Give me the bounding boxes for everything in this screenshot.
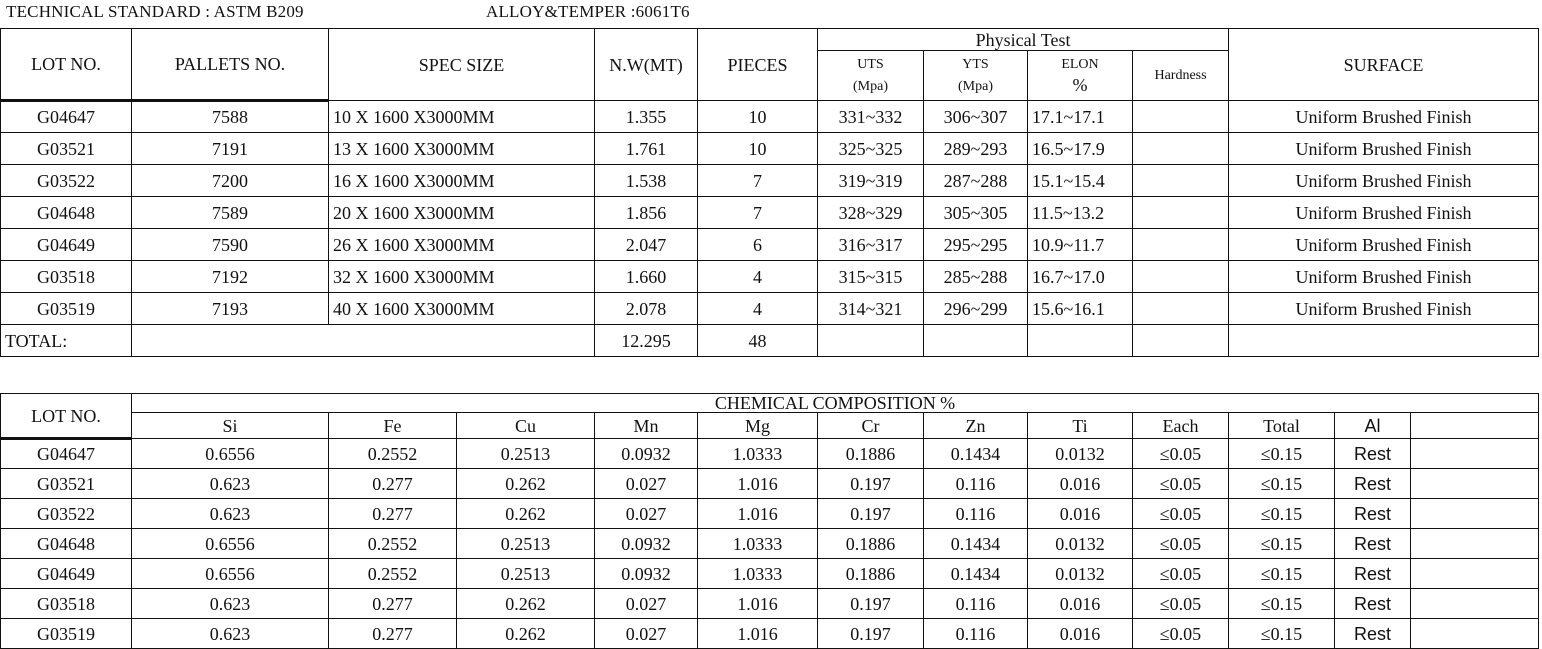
uts-cell: 319~319	[818, 165, 924, 197]
yts-label: YTS	[962, 56, 989, 72]
total-empty-cell	[924, 325, 1028, 357]
net-weight-cell: 1.355	[595, 101, 698, 133]
chem-fe-cell: 0.2552	[329, 559, 457, 589]
chemical-composition-table	[0, 393, 1539, 649]
chem-each-cell: ≤0.05	[1133, 529, 1229, 559]
chem-zn-cell: 0.116	[924, 589, 1028, 619]
pieces-cell: 6	[698, 229, 818, 261]
chem-fe-cell: 0.277	[329, 589, 457, 619]
spec-size-cell: 16 X 1600 X3000MM	[329, 165, 595, 197]
chem-al-cell: Rest	[1335, 589, 1411, 619]
chem-ti-cell: 0.016	[1028, 469, 1133, 499]
chem-ti-cell: 0.016	[1028, 499, 1133, 529]
chem-ti-cell: 0.0132	[1028, 529, 1133, 559]
yts-cell: 285~288	[924, 261, 1028, 293]
lot-no-cell: G04647	[1, 101, 132, 133]
chem-si-cell: 0.623	[132, 589, 329, 619]
pallet-no-cell: 7200	[132, 165, 329, 197]
elon-label: ELON	[1061, 56, 1099, 72]
chem-zn-cell: 0.1434	[924, 559, 1028, 589]
elon-cell: 11.5~13.2	[1028, 197, 1133, 229]
alloy-temper-label: ALLOY&TEMPER :6061T6	[486, 2, 690, 21]
chem-lot-no-cell: G03518	[1, 589, 132, 619]
chem-zn-cell: 0.116	[924, 499, 1028, 529]
chem-zn-cell: 0.1434	[924, 439, 1028, 469]
chem-empty-cell	[1411, 499, 1539, 529]
chem-zn-cell: 0.116	[924, 469, 1028, 499]
chem-col-si: Si	[132, 413, 329, 439]
pieces-cell: 7	[698, 197, 818, 229]
chem-total-cell: ≤0.15	[1229, 589, 1335, 619]
chem-ti-cell: 0.016	[1028, 619, 1133, 649]
spec-size-cell: 20 X 1600 X3000MM	[329, 197, 595, 229]
chem-mg-cell: 1.0333	[698, 439, 818, 469]
net-weight-cell: 2.078	[595, 293, 698, 325]
chem-si-cell: 0.6556	[132, 529, 329, 559]
chem-al-cell: Rest	[1335, 469, 1411, 499]
total-label: TOTAL:	[1, 325, 132, 357]
uts-cell: 325~325	[818, 133, 924, 165]
yts-cell: 289~293	[924, 133, 1028, 165]
chem-cu-cell: 0.2513	[457, 559, 595, 589]
lot-no-cell: G04648	[1, 197, 132, 229]
col-hardness: Hardness	[1133, 51, 1229, 101]
elon-cell: 15.6~16.1	[1028, 293, 1133, 325]
chem-fe-cell: 0.277	[329, 499, 457, 529]
col-lot-no: LOT NO.	[1, 29, 132, 101]
elon-unit: %	[1072, 74, 1088, 95]
chem-lot-no-cell: G03521	[1, 469, 132, 499]
chem-cr-cell: 0.1886	[818, 559, 924, 589]
chem-si-cell: 0.623	[132, 499, 329, 529]
chem-cu-cell: 0.262	[457, 499, 595, 529]
spec-size-cell: 32 X 1600 X3000MM	[329, 261, 595, 293]
chem-lot-no-cell: G03519	[1, 619, 132, 649]
table-row	[1, 133, 1539, 165]
yts-cell: 296~299	[924, 293, 1028, 325]
uts-cell: 316~317	[818, 229, 924, 261]
hardness-cell	[1133, 197, 1229, 229]
yts-cell: 287~288	[924, 165, 1028, 197]
chem-empty-cell	[1411, 439, 1539, 469]
chem-total-cell: ≤0.15	[1229, 439, 1335, 469]
pieces-cell: 7	[698, 165, 818, 197]
pieces-cell: 4	[698, 261, 818, 293]
chem-cu-cell: 0.2513	[457, 529, 595, 559]
chem-fe-cell: 0.2552	[329, 439, 457, 469]
chem-al-cell: Rest	[1335, 439, 1411, 469]
pallet-no-cell: 7193	[132, 293, 329, 325]
chem-cr-cell: 0.197	[818, 619, 924, 649]
chem-total-cell: ≤0.15	[1229, 469, 1335, 499]
col-surface: SURFACE	[1229, 29, 1539, 101]
chem-mg-cell: 1.016	[698, 499, 818, 529]
chem-col-al: Al	[1335, 413, 1411, 439]
total-empty-cell	[132, 325, 595, 357]
chem-col-cu: Cu	[457, 413, 595, 439]
chem-fe-cell: 0.277	[329, 619, 457, 649]
pieces-cell: 10	[698, 133, 818, 165]
net-weight-cell: 2.047	[595, 229, 698, 261]
chem-ti-cell: 0.016	[1028, 589, 1133, 619]
lot-no-cell: G03521	[1, 133, 132, 165]
chem-cr-cell: 0.197	[818, 499, 924, 529]
chem-ti-cell: 0.0132	[1028, 559, 1133, 589]
net-weight-cell: 1.761	[595, 133, 698, 165]
chem-cr-cell: 0.1886	[818, 529, 924, 559]
table-row	[1, 165, 1539, 197]
surface-cell: Uniform Brushed Finish	[1229, 293, 1539, 325]
spec-size-cell: 10 X 1600 X3000MM	[329, 101, 595, 133]
uts-cell: 328~329	[818, 197, 924, 229]
yts-cell: 295~295	[924, 229, 1028, 261]
chem-fe-cell: 0.277	[329, 469, 457, 499]
chem-mn-cell: 0.0932	[595, 529, 698, 559]
chem-lot-no-cell: G04649	[1, 559, 132, 589]
elon-cell: 17.1~17.1	[1028, 101, 1133, 133]
chemical-composition-title: CHEMICAL COMPOSITION %	[132, 394, 1539, 413]
surface-cell: Uniform Brushed Finish	[1229, 261, 1539, 293]
elon-cell: 10.9~11.7	[1028, 229, 1133, 261]
chem-mn-cell: 0.0932	[595, 439, 698, 469]
chem-zn-cell: 0.116	[924, 619, 1028, 649]
chem-row	[1, 619, 1539, 649]
total-empty-cell	[1229, 325, 1539, 357]
chem-mn-cell: 0.0932	[595, 559, 698, 589]
pallet-no-cell: 7192	[132, 261, 329, 293]
table-row	[1, 229, 1539, 261]
surface-cell: Uniform Brushed Finish	[1229, 197, 1539, 229]
chem-fe-cell: 0.2552	[329, 529, 457, 559]
chem-mg-cell: 1.0333	[698, 529, 818, 559]
chem-empty-cell	[1411, 589, 1539, 619]
col-physical-test: Physical Test	[818, 29, 1229, 51]
chem-cr-cell: 0.197	[818, 589, 924, 619]
chem-col-ti: Ti	[1028, 413, 1133, 439]
chem-each-cell: ≤0.05	[1133, 589, 1229, 619]
chem-al-cell: Rest	[1335, 619, 1411, 649]
chem-lot-no-cell: G04648	[1, 529, 132, 559]
chem-row	[1, 469, 1539, 499]
col-net-weight: N.W(MT)	[595, 29, 698, 101]
chem-col-zn: Zn	[924, 413, 1028, 439]
chem-empty-cell	[1411, 469, 1539, 499]
chem-total-cell: ≤0.15	[1229, 619, 1335, 649]
chem-each-cell: ≤0.05	[1133, 499, 1229, 529]
chem-col-fe: Fe	[329, 413, 457, 439]
table-row	[1, 261, 1539, 293]
chem-cr-cell: 0.1886	[818, 439, 924, 469]
total-pieces: 48	[698, 325, 818, 357]
chem-each-cell: ≤0.05	[1133, 619, 1229, 649]
chem-col-mg: Mg	[698, 413, 818, 439]
elon-cell: 16.5~17.9	[1028, 133, 1133, 165]
chem-al-cell: Rest	[1335, 499, 1411, 529]
chem-row	[1, 559, 1539, 589]
chem-mg-cell: 1.0333	[698, 559, 818, 589]
surface-cell: Uniform Brushed Finish	[1229, 229, 1539, 261]
col-uts	[818, 51, 924, 101]
elon-cell: 16.7~17.0	[1028, 261, 1133, 293]
hardness-cell	[1133, 293, 1229, 325]
col-spec-size: SPEC SIZE	[329, 29, 595, 101]
chem-si-cell: 0.623	[132, 619, 329, 649]
total-row	[1, 325, 1539, 357]
spec-size-cell: 26 X 1600 X3000MM	[329, 229, 595, 261]
pallet-no-cell: 7590	[132, 229, 329, 261]
spec-size-cell: 13 X 1600 X3000MM	[329, 133, 595, 165]
chem-total-cell: ≤0.15	[1229, 499, 1335, 529]
table-row	[1, 197, 1539, 229]
chem-col-mn: Mn	[595, 413, 698, 439]
hardness-cell	[1133, 165, 1229, 197]
chem-mg-cell: 1.016	[698, 469, 818, 499]
physical-test-table	[0, 28, 1539, 357]
lot-no-cell: G03522	[1, 165, 132, 197]
chem-empty-cell	[1411, 559, 1539, 589]
hardness-cell	[1133, 261, 1229, 293]
lot-no-cell: G03519	[1, 293, 132, 325]
chem-mn-cell: 0.027	[595, 499, 698, 529]
net-weight-cell: 1.660	[595, 261, 698, 293]
yts-cell: 306~307	[924, 101, 1028, 133]
hardness-cell	[1133, 133, 1229, 165]
chem-zn-cell: 0.1434	[924, 529, 1028, 559]
pieces-cell: 4	[698, 293, 818, 325]
chem-ti-cell: 0.0132	[1028, 439, 1133, 469]
lot-no-cell: G04649	[1, 229, 132, 261]
chem-mg-cell: 1.016	[698, 619, 818, 649]
uts-cell: 315~315	[818, 261, 924, 293]
chem-total-cell: ≤0.15	[1229, 559, 1335, 589]
total-empty-cell	[1133, 325, 1229, 357]
surface-cell: Uniform Brushed Finish	[1229, 133, 1539, 165]
chem-al-cell: Rest	[1335, 559, 1411, 589]
chem-each-cell: ≤0.05	[1133, 439, 1229, 469]
table-row	[1, 101, 1539, 133]
technical-standard-label: TECHNICAL STANDARD : ASTM B209	[6, 2, 304, 21]
chem-each-cell: ≤0.05	[1133, 469, 1229, 499]
table-row	[1, 293, 1539, 325]
chem-lot-no-cell: G03522	[1, 499, 132, 529]
total-empty-cell	[818, 325, 924, 357]
chem-cu-cell: 0.2513	[457, 439, 595, 469]
pieces-cell: 10	[698, 101, 818, 133]
chem-mn-cell: 0.027	[595, 589, 698, 619]
lot-no-cell: G03518	[1, 261, 132, 293]
uts-cell: 331~332	[818, 101, 924, 133]
pallet-no-cell: 7588	[132, 101, 329, 133]
chem-cu-cell: 0.262	[457, 589, 595, 619]
chem-cu-cell: 0.262	[457, 469, 595, 499]
elon-cell: 15.1~15.4	[1028, 165, 1133, 197]
chem-si-cell: 0.6556	[132, 439, 329, 469]
chem-col-each: Each	[1133, 413, 1229, 439]
col-pallets-no: PALLETS NO.	[132, 29, 329, 101]
chem-total-cell: ≤0.15	[1229, 529, 1335, 559]
chem-cr-cell: 0.197	[818, 469, 924, 499]
surface-cell: Uniform Brushed Finish	[1229, 101, 1539, 133]
pallet-no-cell: 7191	[132, 133, 329, 165]
uts-label: UTS	[857, 56, 884, 72]
yts-cell: 305~305	[924, 197, 1028, 229]
col-yts	[924, 51, 1028, 101]
surface-cell: Uniform Brushed Finish	[1229, 165, 1539, 197]
hardness-cell	[1133, 101, 1229, 133]
chem-row	[1, 529, 1539, 559]
net-weight-cell: 1.856	[595, 197, 698, 229]
chem-col-lot-no: LOT NO.	[1, 394, 132, 439]
col-pieces: PIECES	[698, 29, 818, 101]
chem-al-cell: Rest	[1335, 529, 1411, 559]
uts-cell: 314~321	[818, 293, 924, 325]
hardness-cell	[1133, 229, 1229, 261]
total-net-weight: 12.295	[595, 325, 698, 357]
chem-si-cell: 0.6556	[132, 559, 329, 589]
pallet-no-cell: 7589	[132, 197, 329, 229]
chem-empty-cell	[1411, 529, 1539, 559]
spec-size-cell: 40 X 1600 X3000MM	[329, 293, 595, 325]
uts-unit: (Mpa)	[853, 78, 888, 94]
chem-cu-cell: 0.262	[457, 619, 595, 649]
chem-mg-cell: 1.016	[698, 589, 818, 619]
chem-mn-cell: 0.027	[595, 469, 698, 499]
chem-each-cell: ≤0.05	[1133, 559, 1229, 589]
chem-mn-cell: 0.027	[595, 619, 698, 649]
yts-unit: (Mpa)	[958, 78, 993, 94]
col-elon	[1028, 51, 1133, 101]
net-weight-cell: 1.538	[595, 165, 698, 197]
chem-col-cr: Cr	[818, 413, 924, 439]
chem-row	[1, 589, 1539, 619]
total-empty-cell	[1028, 325, 1133, 357]
chem-empty-cell	[1411, 413, 1539, 439]
chem-row	[1, 439, 1539, 469]
chem-si-cell: 0.623	[132, 469, 329, 499]
chem-lot-no-cell: G04647	[1, 439, 132, 469]
chem-col-total: Total	[1229, 413, 1335, 439]
chem-row	[1, 499, 1539, 529]
chem-empty-cell	[1411, 619, 1539, 649]
